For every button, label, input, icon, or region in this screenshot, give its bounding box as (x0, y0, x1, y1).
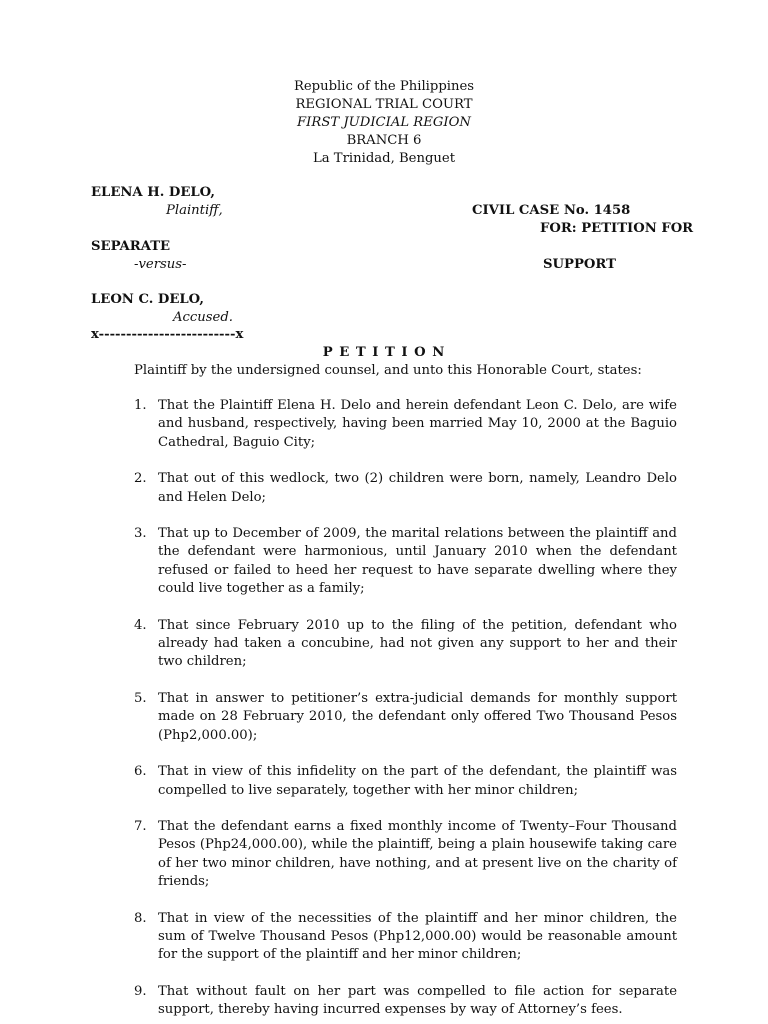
item-number: 7. (134, 818, 147, 834)
item-text: That the defendant earns a fixed monthly income of Twenty–Four Thousand Pesos (Php24,000.00), while the plaintiff, being a plain housewife taking care of her two minor children, have nothing, and at present live on the charity of friends; (158, 818, 677, 890)
list-item (134, 818, 677, 892)
item-text: That without fault on her part was compelled to file action for separate support, thereby having incurred expenses by way of Attorney’s fees. (158, 983, 677, 1018)
item-number: 5. (134, 690, 147, 706)
list-item (134, 397, 677, 452)
item-number: 6. (134, 764, 147, 780)
item-number: 9. (134, 983, 147, 999)
versus-label: -versus- (134, 257, 187, 272)
item-text: That in answer to petitioner’s extra-judicial demands for monthly support made on 28 February 2010, the defendant only offered Two Thousand Pesos (Php2,000.00); (158, 690, 677, 743)
case-support: SUPPORT (543, 257, 616, 272)
list-item (134, 617, 677, 672)
header-branch: BRANCH 6 (346, 133, 422, 148)
item-number: 2. (134, 471, 147, 487)
caption-rule: x-------------------------x (91, 327, 244, 342)
document-title: P E T I T I O N (322, 345, 446, 360)
header-region: FIRST JUDICIAL REGION (297, 115, 471, 130)
item-number: 4. (134, 617, 147, 633)
list-item (134, 910, 677, 965)
item-text: That up to December of 2009, the marital relations between the plaintiff and the defendant were harmonious, until January 2010 when the defendant refused or failed to heed her request to have separate dwelling where they could live together as a family; (158, 526, 677, 597)
intro-paragraph: Plaintiff by the undersigned counsel, and unto this Honorable Court, states: (134, 363, 642, 378)
case-number: CIVIL CASE No. 1458 (472, 203, 631, 218)
item-text: That in view of this infidelity on the part of the defendant, the plaintiff was compelled to live separately, together with her minor children; (158, 764, 677, 798)
case-separate: SEPARATE (91, 239, 171, 254)
header-location: La Trinidad, Benguet (313, 151, 455, 166)
item-text: That since February 2010 up to the filing of the petition, defendant who already had taken a concubine, had not given any support to her and their two children; (158, 617, 677, 670)
list-item (134, 690, 677, 745)
item-text: That in view of the necessities of the plaintiff and her minor children, the sum of Twelve Thousand Pesos (Php12,000.00) would be reasonable amount for the support of the plaintiff and her minor children; (158, 910, 677, 963)
defendant-role: Accused. (173, 310, 233, 325)
header-court: REGIONAL TRIAL COURT (295, 97, 473, 112)
list-item (134, 983, 677, 1020)
header-republic: Republic of the Philippines (293, 79, 475, 94)
list-item (134, 763, 677, 800)
item-number: 1. (134, 398, 147, 413)
list-item (134, 470, 677, 507)
list-item (134, 525, 677, 599)
item-number: 3. (134, 526, 147, 542)
item-text: That out of this wedlock, two (2) children were born, namely, Leandro Delo and Helen Delo; (158, 471, 677, 505)
plaintiff-role: Plaintiff, (166, 203, 223, 218)
item-text: That the Plaintiff Elena H. Delo and herein defendant Leon C. Delo, are wife and husband, respectively, having been married May 10, 2000 at the Baguio Cathedral, Baguio City; (158, 398, 677, 450)
item-number: 8. (134, 910, 147, 926)
case-for-label: FOR: PETITION FOR (540, 221, 694, 236)
defendant-name: LEON C. DELO, (91, 292, 204, 307)
allegations-list (134, 397, 677, 1020)
plaintiff-name: ELENA H. DELO, (91, 185, 215, 200)
